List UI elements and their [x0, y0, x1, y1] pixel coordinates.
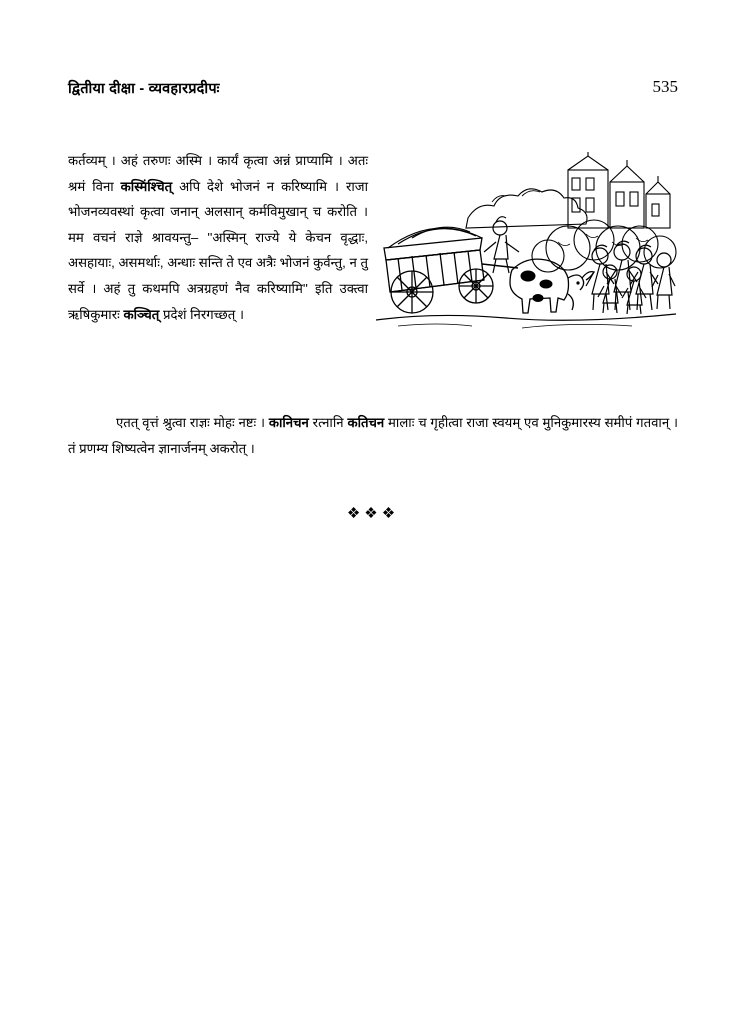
emphasis-kancit: कञ्चित्	[123, 306, 160, 322]
text-line-6: राज्ञे श्रावयन्तु– ''अस्मिन् राज्ये ये केचन वृद्धाः,	[125, 229, 368, 245]
text-line-3: अपि देशे	[172, 178, 224, 194]
emphasis-kanicana: कानिचन	[268, 415, 309, 430]
paragraph-two	[68, 410, 678, 461]
illustration-svg	[372, 152, 680, 352]
text-line-7: असहायाः, असमर्थाः, अन्धाः सन्ति ते एव अत्रैः	[68, 255, 276, 271]
text-line-4: भोजनं न करिष्यामि । राजा भोजनव्यवस्थां कृत्वा	[68, 178, 368, 220]
text-line-5: जनान् अलसान् कर्मविमुखान् च करोति । मम वचनं	[68, 204, 368, 245]
page-number: 535	[652, 77, 678, 96]
bullock-cart-with-villagers-illustration	[372, 152, 680, 352]
text-line-8: भोजनं कुर्वन्तु, न तु सर्वे । अहं तु कथमपि	[68, 255, 368, 296]
body-full-paragraph	[68, 410, 678, 461]
body-column-paragraph	[68, 148, 368, 327]
page-header	[68, 78, 678, 104]
emphasis-kasminscit: कस्मिंश्चित्	[120, 178, 173, 194]
paragraph-one	[68, 148, 368, 327]
full-part-1: एतत् वृत्तं श्रुत्वा राज्ञः मोहः नष्टः ।	[116, 415, 269, 430]
text-line-10: प्रदेशं निरगच्छत् ।	[159, 306, 244, 322]
section-ornament: ❖❖❖	[346, 506, 400, 522]
running-title: द्वितीया दीक्षा - व्यवहारप्रदीपः	[68, 81, 220, 97]
text-line-1: कर्तव्यम् । अहं तरुणः अस्मि । कार्यं कृत्वा अन्नं	[68, 153, 291, 168]
text-line-2: प्राप्यामि । अतः श्रमं विना	[68, 153, 368, 194]
full-part-2: रत्नानि	[308, 415, 348, 430]
full-part-3: मालाः च गृहीत्वा राजा स्वयम् एव मुनिकुमारस्य समीपं गतवान् । तं प्रणम्य शिष्यत्वेन ज्ञानार्जनम् अकरोत् ।	[68, 415, 678, 456]
text-line-9: अत्रग्रहणं नैव करिष्यामि'' इति उक्त्वा ऋषिकुमारः	[68, 280, 369, 322]
emphasis-katicana: कतिचन	[347, 415, 385, 430]
